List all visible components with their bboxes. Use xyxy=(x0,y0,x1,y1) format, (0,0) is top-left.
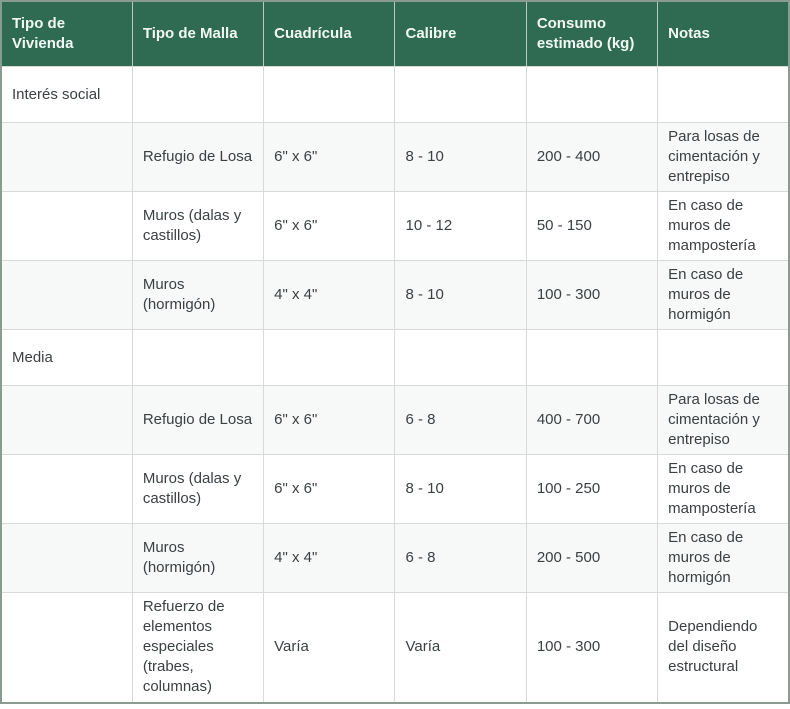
table-row xyxy=(1,524,789,593)
table-cell: 10 - 12 xyxy=(395,192,526,261)
table-cell: En caso de muros de mampostería xyxy=(658,455,789,524)
table-cell: En caso de muros de hormigón xyxy=(658,261,789,330)
table-cell: Para losas de cimentación y entrepiso xyxy=(658,386,789,455)
table-cell xyxy=(526,67,657,123)
table-cell: En caso de muros de mampostería xyxy=(658,192,789,261)
column-header: Notas xyxy=(658,1,789,67)
table-row xyxy=(1,192,789,261)
table-cell: 6" x 6" xyxy=(264,192,395,261)
table-cell xyxy=(1,455,132,524)
table-cell: 6 - 8 xyxy=(395,386,526,455)
group-row xyxy=(1,67,789,123)
table-cell: Para losas de cimentación y entrepiso xyxy=(658,123,789,192)
table-cell xyxy=(1,386,132,455)
table-cell xyxy=(264,67,395,123)
table-cell: Muros (dalas y castillos) xyxy=(132,455,263,524)
column-header: Tipo de Vivienda xyxy=(1,1,132,67)
table-cell xyxy=(264,330,395,386)
table-row xyxy=(1,123,789,192)
table-cell: 4" x 4" xyxy=(264,524,395,593)
table-cell: Varía xyxy=(264,593,395,703)
table-cell xyxy=(1,192,132,261)
table-row xyxy=(1,593,789,703)
table-cell: Refugio de Losa xyxy=(132,386,263,455)
table-cell: 6" x 6" xyxy=(264,455,395,524)
table-cell: 8 - 10 xyxy=(395,123,526,192)
table-body xyxy=(1,67,789,703)
table-cell: Muros (dalas y castillos) xyxy=(132,192,263,261)
table-cell xyxy=(395,67,526,123)
table-row xyxy=(1,386,789,455)
table-cell xyxy=(1,261,132,330)
table-cell xyxy=(1,593,132,703)
table-cell xyxy=(132,330,263,386)
table-header xyxy=(1,1,789,67)
header-row xyxy=(1,1,789,67)
table-cell: 100 - 300 xyxy=(526,261,657,330)
table-cell: 6" x 6" xyxy=(264,386,395,455)
table-cell: 8 - 10 xyxy=(395,261,526,330)
column-header: Tipo de Malla xyxy=(132,1,263,67)
table-cell: 4" x 4" xyxy=(264,261,395,330)
table-cell: 6 - 8 xyxy=(395,524,526,593)
table-cell xyxy=(658,330,789,386)
group-row xyxy=(1,330,789,386)
table-cell: 100 - 300 xyxy=(526,593,657,703)
table-cell: 50 - 150 xyxy=(526,192,657,261)
column-header: Calibre xyxy=(395,1,526,67)
table-cell xyxy=(658,67,789,123)
table-cell: Varía xyxy=(395,593,526,703)
table-cell: 400 - 700 xyxy=(526,386,657,455)
table-cell xyxy=(132,67,263,123)
table-row xyxy=(1,261,789,330)
table-cell: Dependiendo del diseño estructural xyxy=(658,593,789,703)
table-cell: 200 - 500 xyxy=(526,524,657,593)
column-header: Consumo estimado (kg) xyxy=(526,1,657,67)
column-header: Cuadrícula xyxy=(264,1,395,67)
table-cell: Refuerzo de elementos especiales (trabes, columnas) xyxy=(132,593,263,703)
table-cell: En caso de muros de hormigón xyxy=(658,524,789,593)
table-cell xyxy=(1,524,132,593)
table-cell xyxy=(526,330,657,386)
table-cell: Refugio de Losa xyxy=(132,123,263,192)
table-cell: Muros (hormigón) xyxy=(132,524,263,593)
table-cell xyxy=(395,330,526,386)
table-cell: 100 - 250 xyxy=(526,455,657,524)
table-cell: Media xyxy=(1,330,132,386)
table-row xyxy=(1,455,789,524)
table-cell xyxy=(1,123,132,192)
table-cell: Interés social xyxy=(1,67,132,123)
table-cell: 200 - 400 xyxy=(526,123,657,192)
table-cell: 8 - 10 xyxy=(395,455,526,524)
table-cell: Muros (hormigón) xyxy=(132,261,263,330)
table-cell: 6" x 6" xyxy=(264,123,395,192)
